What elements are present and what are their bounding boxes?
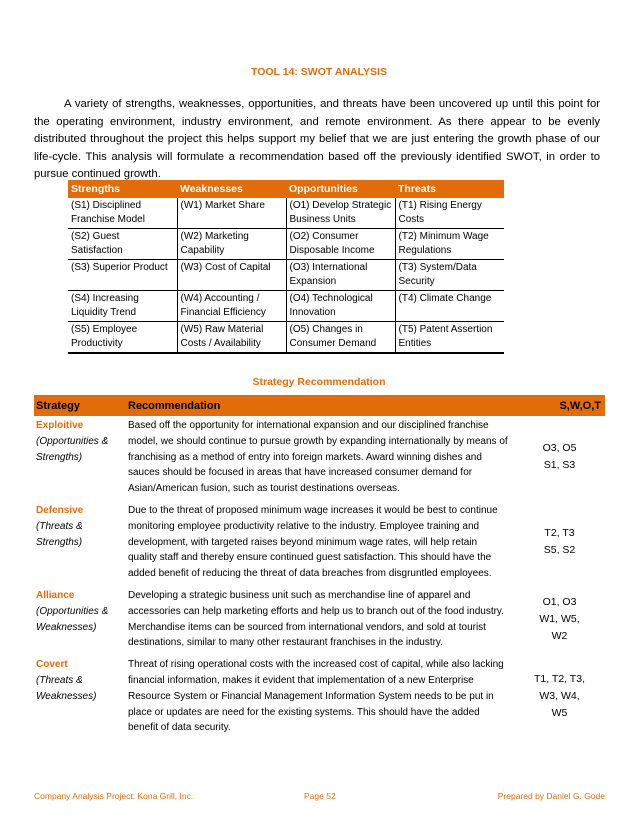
strategy-name: Exploitive bbox=[36, 420, 84, 431]
swot-row bbox=[68, 229, 504, 260]
codes-line: W5 bbox=[551, 707, 568, 720]
swot-cell: (W4) Accounting / Financial Efficiency bbox=[177, 291, 286, 322]
swot-row bbox=[68, 322, 504, 354]
strategy-basis: (Opportunities & Weaknesses) bbox=[36, 605, 109, 633]
page-title: TOOL 14: SWOT ANALYSIS bbox=[251, 66, 387, 78]
swot-table bbox=[68, 180, 504, 354]
swot-cell: (W5) Raw Material Costs / Availability bbox=[177, 322, 286, 354]
codes-line: O3, O5 bbox=[542, 442, 577, 455]
recommendation-title: Strategy Recommendation bbox=[252, 376, 386, 388]
header-recommendation: Recommendation bbox=[126, 395, 514, 416]
swot-cell: (O3) International Expansion bbox=[286, 260, 395, 291]
swot-row bbox=[68, 198, 504, 229]
strategy-basis: (Threats & Weaknesses) bbox=[36, 674, 97, 702]
strategy-name: Covert bbox=[36, 659, 68, 671]
strategy-basis: (Opportunities & Strengths) bbox=[36, 435, 109, 463]
header-strategy: Strategy bbox=[34, 395, 126, 416]
strategy-name: Defensive bbox=[36, 504, 84, 516]
recommendation-header-row bbox=[34, 395, 605, 416]
codes-line: W3, W4, bbox=[539, 690, 580, 703]
codes-line: T2, T3 bbox=[544, 527, 575, 540]
swot-header-threats: Threats bbox=[395, 180, 504, 198]
swot-cell: (S5) Employee Productivity bbox=[68, 322, 177, 354]
footer-right: Prepared by Daniel G. Gode bbox=[497, 791, 605, 801]
swot-cell: (O4) Technological Innovation bbox=[286, 291, 395, 322]
intro-text: A variety of strengths, weaknesses, opportunities, and threats have been uncovered up until this point for the operating environment, industry environment, and remote environment. As there appear to be evenly distributed throughout the project this helps support my belief that we are just entering the growth phase of our life-cycle. This analysis will formulate a recommendation based off the previously identified SWOT, in order to pursue continued growth. bbox=[34, 98, 600, 181]
swot-codes bbox=[514, 501, 605, 586]
recommendation-text: Threat of rising operational costs with the increased cost of capital, while also lacking financial information, makes it evident that implementation of a new Enterprise Resource System or Financial Management Information System needs to be put in place or updates are need for the existing systems. This should have the added benefit of data security. bbox=[128, 659, 504, 734]
swot-cell: (S2) Guest Satisfaction bbox=[68, 229, 177, 260]
swot-cell: (O1) Develop Strategic Business Units bbox=[286, 198, 395, 229]
swot-header-strengths: Strengths bbox=[68, 180, 177, 198]
recommendation-row-exploitive bbox=[34, 416, 605, 501]
swot-cell: (O5) Changes in Consumer Demand bbox=[286, 322, 395, 354]
swot-codes bbox=[514, 416, 605, 501]
swot-header-opportunities: Opportunities bbox=[286, 180, 395, 198]
swot-cell: (O2) Consumer Disposable Income bbox=[286, 229, 395, 260]
footer-left: Company Analysis Project: Kona Grill, Inc. bbox=[34, 791, 194, 801]
swot-row bbox=[68, 291, 504, 322]
footer-page-number: Page 52 bbox=[304, 791, 336, 801]
codes-line: T1, T2, T3, bbox=[534, 673, 585, 686]
codes-line: S5, S2 bbox=[543, 544, 576, 557]
swot-header-row bbox=[68, 180, 504, 198]
recommendation-table bbox=[34, 395, 605, 740]
codes-line: O1, O3 bbox=[542, 596, 577, 609]
swot-cell: (T2) Minimum Wage Regulations bbox=[395, 229, 504, 260]
swot-cell: (W3) Cost of Capital bbox=[177, 260, 286, 291]
strategy-cell bbox=[34, 416, 126, 501]
swot-header-weaknesses: Weaknesses bbox=[177, 180, 286, 198]
header-swot: S,W,O,T bbox=[514, 395, 605, 416]
strategy-name: Alliance bbox=[36, 589, 75, 601]
recommendation-row-defensive bbox=[34, 501, 605, 586]
strategy-cell bbox=[34, 586, 126, 655]
swot-cell: (T4) Climate Change bbox=[395, 291, 504, 322]
page-footer bbox=[34, 791, 605, 805]
codes-line: W2 bbox=[551, 630, 568, 643]
strategy-cell bbox=[34, 655, 126, 740]
recommendation-text: Developing a strategic business unit such as merchandise line of apparel and accessories can help marketing efforts and help us to branch out of the food industry. Merchandise items can be sourced from international vendors, and sold at tourist destinations, similar to many other restaurant franchises in the industry. bbox=[128, 589, 504, 649]
recommendation-text: Based off the opportunity for international expansion and our disciplined franchise model, we should continue to pursue growth by expanding internationally by means of franchising as a method of entry into foreign markets. Award winning dishes and sauces should be focused in areas that have increased consumer demand for Asian/American fusion, such as tourist destinations overseas. bbox=[128, 420, 508, 495]
swot-cell: (S4) Increasing Liquidity Trend bbox=[68, 291, 177, 322]
codes-line: S1, S3 bbox=[543, 459, 576, 472]
swot-row bbox=[68, 260, 504, 291]
swot-cell: (W2) Marketing Capability bbox=[177, 229, 286, 260]
swot-cell: (S1) Disciplined Franchise Model bbox=[68, 198, 177, 229]
recommendation-row-alliance bbox=[34, 586, 605, 655]
swot-cell: (S3) Superior Product bbox=[68, 260, 177, 291]
strategy-basis: (Threats & Strengths) bbox=[36, 520, 83, 548]
codes-line: W1, W5, bbox=[539, 613, 580, 626]
recommendation-text: Due to the threat of proposed minimum wage increases it would be best to continue monitoring employee productivity relative to the industry. Employee training and development, with targeted raises beyond minimum wage rates, will help retain quality staff and thereby ensure continued guest satisfaction. This should have the added benefit of reducing the threat of data breaches from disgruntled employees. bbox=[128, 504, 498, 580]
intro-paragraph bbox=[34, 96, 600, 184]
swot-cell: (T5) Patent Assertion Entities bbox=[395, 322, 504, 354]
recommendation-row-covert bbox=[34, 655, 605, 740]
swot-cell: (W1) Market Share bbox=[177, 198, 286, 229]
swot-cell: (T1) Rising Energy Costs bbox=[395, 198, 504, 229]
swot-cell: (T3) System/Data Security bbox=[395, 260, 504, 291]
swot-codes bbox=[514, 655, 605, 740]
strategy-cell bbox=[34, 501, 126, 586]
swot-codes bbox=[514, 586, 605, 655]
